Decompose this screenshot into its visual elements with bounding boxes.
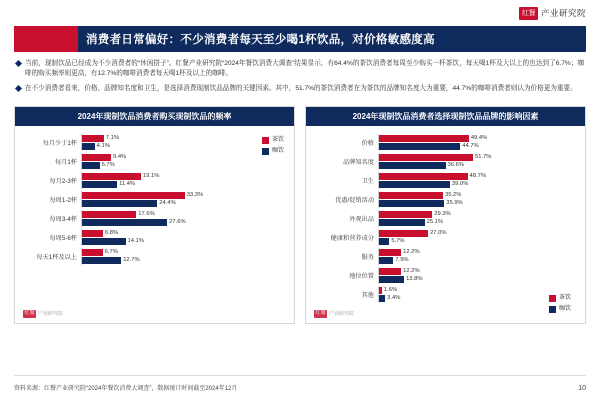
bar-group bbox=[81, 172, 288, 189]
paragraph-item bbox=[16, 84, 584, 94]
bar-coffee bbox=[379, 143, 460, 150]
bar-value-label: 27.6% bbox=[169, 219, 186, 226]
bar-value-label: 11.4% bbox=[119, 181, 136, 188]
bar-row-label: 每月2-3杯 bbox=[49, 177, 77, 185]
bar-value-label: 12.2% bbox=[403, 268, 420, 275]
bar-value-label: 36.6% bbox=[447, 162, 464, 169]
bar-value-label: 35.2% bbox=[445, 192, 462, 199]
bar-group bbox=[81, 153, 288, 170]
bar-row bbox=[312, 153, 579, 170]
bar-row-label: 每周3-4杯 bbox=[49, 215, 77, 223]
legend-label-tea: 茶饮 bbox=[558, 294, 571, 301]
bar-value-label: 24.4% bbox=[159, 200, 176, 207]
bar-value-label: 13.8% bbox=[406, 276, 423, 283]
page-title-band bbox=[14, 26, 586, 52]
bar-coffee bbox=[82, 162, 100, 169]
bar-coffee bbox=[379, 276, 404, 283]
bar-value-label: 29.3% bbox=[434, 211, 451, 218]
bar-row-label: 每月少于1杯 bbox=[42, 139, 77, 147]
bar-tea bbox=[379, 192, 443, 199]
bar-tea bbox=[379, 230, 428, 237]
bar-group bbox=[378, 210, 579, 227]
bar-row bbox=[21, 191, 288, 208]
bar-tea bbox=[379, 287, 382, 294]
bar-row-label: 每天1杯及以上 bbox=[36, 253, 77, 261]
diamond-bullet-icon bbox=[16, 61, 25, 79]
chart-card-factors bbox=[305, 106, 586, 324]
bar-coffee bbox=[379, 181, 450, 188]
legend-swatch-coffee bbox=[549, 306, 556, 313]
source-note: 资料来源：红餐产业研究院“2024年餐饮消费大调查”，数据统计时间截至2024年12月 bbox=[14, 386, 238, 392]
bar-tea bbox=[82, 249, 103, 256]
bar-value-label: 6.7% bbox=[104, 249, 118, 256]
bar-row bbox=[21, 153, 288, 170]
chart-title-factors: 2024年现制饮品消费者选择现制饮品品牌的影响因素 bbox=[306, 107, 585, 126]
bar-group bbox=[378, 172, 579, 189]
bar-group bbox=[378, 153, 579, 170]
bar-row bbox=[312, 210, 579, 227]
bar-coffee bbox=[379, 238, 389, 245]
bar-coffee bbox=[82, 181, 117, 188]
bar-group bbox=[81, 210, 288, 227]
bar-row-label: 每周5-6杯 bbox=[49, 234, 77, 242]
brand-mark: 红餐 bbox=[519, 7, 538, 20]
bar-coffee bbox=[82, 200, 157, 207]
paragraph-item bbox=[16, 59, 584, 79]
bar-value-label: 39.0% bbox=[451, 181, 469, 188]
bar-value-label: 5.7% bbox=[391, 238, 405, 245]
bar-value-label: 35.9% bbox=[446, 200, 463, 207]
bar-group bbox=[81, 191, 288, 208]
page-title: 消费者日常偏好：不少消费者每天至少喝1杯饮品，对价格敏感度高 bbox=[86, 34, 435, 46]
footer-divider bbox=[14, 375, 586, 376]
bar-group bbox=[378, 229, 579, 246]
chart-body-frequency bbox=[15, 126, 294, 322]
summary-paragraphs bbox=[14, 52, 586, 104]
bar-row-label: 地位位置 bbox=[349, 272, 374, 280]
bar-tea bbox=[379, 211, 432, 218]
bar-row-label: 服务 bbox=[361, 253, 374, 261]
bar-value-label: 27.0% bbox=[430, 230, 447, 237]
bar-row bbox=[21, 210, 288, 227]
bar-row-label: 品牌知名度 bbox=[343, 158, 374, 166]
top-brand-bar bbox=[14, 0, 586, 26]
bar-coffee bbox=[379, 219, 425, 226]
bar-row bbox=[21, 172, 288, 189]
bar-tea bbox=[82, 230, 103, 237]
legend-label-coffee: 咖饮 bbox=[271, 147, 284, 154]
bar-coffee bbox=[379, 295, 385, 302]
bar-value-label: 6.8% bbox=[104, 230, 119, 237]
bar-tea bbox=[379, 249, 401, 256]
bar-group bbox=[378, 134, 579, 151]
bar-group bbox=[81, 248, 288, 265]
bar-tea bbox=[379, 173, 468, 180]
bar-tea bbox=[379, 154, 473, 161]
bar-tea bbox=[82, 173, 141, 180]
bar-row bbox=[21, 248, 288, 265]
bar-group bbox=[81, 134, 288, 151]
legend-label-coffee: 咖饮 bbox=[558, 305, 571, 312]
bar-value-label: 51.7% bbox=[475, 154, 492, 161]
bar-row-label: 健康和营养成分 bbox=[330, 234, 374, 242]
watermark-mark: 红餐 bbox=[24, 310, 35, 317]
page-footer bbox=[14, 383, 586, 392]
bar-row bbox=[312, 191, 579, 208]
bar-value-label: 33.3% bbox=[186, 192, 204, 199]
bar-coffee bbox=[82, 238, 126, 245]
bar-group bbox=[378, 267, 579, 284]
bar-rows-frequency bbox=[21, 134, 288, 265]
bar-tea bbox=[82, 135, 104, 142]
bar-row bbox=[312, 134, 579, 151]
bar-value-label: 4.1% bbox=[96, 143, 110, 150]
paragraph-text: 在不少消费者看来，价格、品牌知名度和卫生，是选择消费现制饮品品牌的关键因素。其中，51.7%的茶饮消费者在为茶饮的品牌知名度大为重要，44.7%的咖啡消费者则认为价格更为重要。 bbox=[25, 85, 577, 93]
bar-tea bbox=[379, 268, 401, 275]
bar-value-label: 48.7% bbox=[469, 173, 486, 180]
brand-text: 产业研究院 bbox=[540, 8, 586, 18]
watermark bbox=[314, 310, 354, 318]
page-number: 10 bbox=[578, 385, 586, 392]
bar-tea bbox=[82, 192, 185, 199]
charts-row bbox=[14, 106, 586, 324]
bar-value-label: 12.7% bbox=[123, 257, 140, 264]
chart-body-factors bbox=[306, 126, 585, 322]
legend-swatch-tea bbox=[549, 295, 556, 302]
bar-row-label: 其他 bbox=[361, 291, 374, 299]
bar-value-label: 9.4% bbox=[113, 154, 127, 161]
bar-row-label: 外观出品 bbox=[349, 215, 374, 223]
bar-group bbox=[378, 248, 579, 265]
watermark-mark: 红餐 bbox=[315, 310, 326, 317]
bar-value-label: 14.1% bbox=[127, 238, 144, 245]
watermark-text: 产业研究院 bbox=[38, 311, 64, 318]
bar-coffee bbox=[379, 200, 444, 207]
bar-row-label: 卫生 bbox=[361, 177, 374, 185]
bar-value-label: 25.1% bbox=[426, 219, 444, 226]
bar-tea bbox=[379, 135, 469, 142]
bar-group bbox=[81, 229, 288, 246]
chart-title-frequency: 2024年现制饮品消费者购买现制饮品的频率 bbox=[15, 107, 294, 126]
bar-value-label: 5.7% bbox=[101, 162, 115, 169]
watermark-text: 产业研究院 bbox=[329, 311, 355, 318]
bar-coffee bbox=[82, 219, 167, 226]
bar-row bbox=[312, 172, 579, 189]
bar-value-label: 17.6% bbox=[138, 211, 155, 218]
bar-row bbox=[312, 286, 579, 303]
chart-card-frequency bbox=[14, 106, 295, 324]
brand-logo bbox=[519, 7, 586, 20]
bar-row bbox=[21, 134, 288, 151]
bar-tea bbox=[82, 211, 136, 218]
legend-label-tea: 茶饮 bbox=[271, 136, 284, 143]
paragraph-text: 当前，现制饮品已经成为不少消费者的“休闲搭子”。红餐产业研究院“2024年餐饮消费大调查”结果显示，有64.4%的茶饮消费者每周至少购买一杯茶饮，每天喝1杯及大以上的也达到了6.7%；咖啡的购买频率则更高，有12.7%的咖啡消费者每天喝1杯及以上的咖啡。 bbox=[25, 60, 584, 78]
bar-row-label: 每月1杯 bbox=[54, 158, 77, 166]
bar-coffee bbox=[82, 257, 121, 264]
bar-row bbox=[312, 267, 579, 284]
bar-coffee bbox=[379, 257, 393, 264]
bar-value-label: 19.1% bbox=[142, 173, 160, 180]
bar-group bbox=[378, 191, 579, 208]
bar-value-label: 44.7% bbox=[462, 143, 479, 150]
bar-coffee bbox=[379, 162, 446, 169]
bar-row-label: 优惠/促销活动 bbox=[335, 196, 374, 204]
chart-legend-factors bbox=[549, 294, 571, 316]
title-accent-block bbox=[14, 26, 78, 52]
bar-rows-factors bbox=[312, 134, 579, 303]
bar-value-label: 7.1% bbox=[105, 135, 120, 142]
bar-value-label: 49.4% bbox=[470, 135, 488, 142]
bar-value-label: 7.9% bbox=[395, 257, 409, 264]
watermark bbox=[23, 310, 63, 318]
bar-tea bbox=[82, 154, 111, 161]
diamond-bullet-icon bbox=[16, 86, 25, 94]
bar-value-label: 1.6% bbox=[383, 287, 398, 294]
bar-value-label: 3.4% bbox=[387, 295, 401, 302]
bar-row-label: 每周1-2杯 bbox=[49, 196, 77, 204]
bar-row bbox=[312, 248, 579, 265]
bar-coffee bbox=[82, 143, 95, 150]
bar-row bbox=[312, 229, 579, 246]
bar-value-label: 12.2% bbox=[403, 249, 420, 256]
bar-row bbox=[21, 229, 288, 246]
bar-row-label: 价格 bbox=[361, 139, 374, 147]
